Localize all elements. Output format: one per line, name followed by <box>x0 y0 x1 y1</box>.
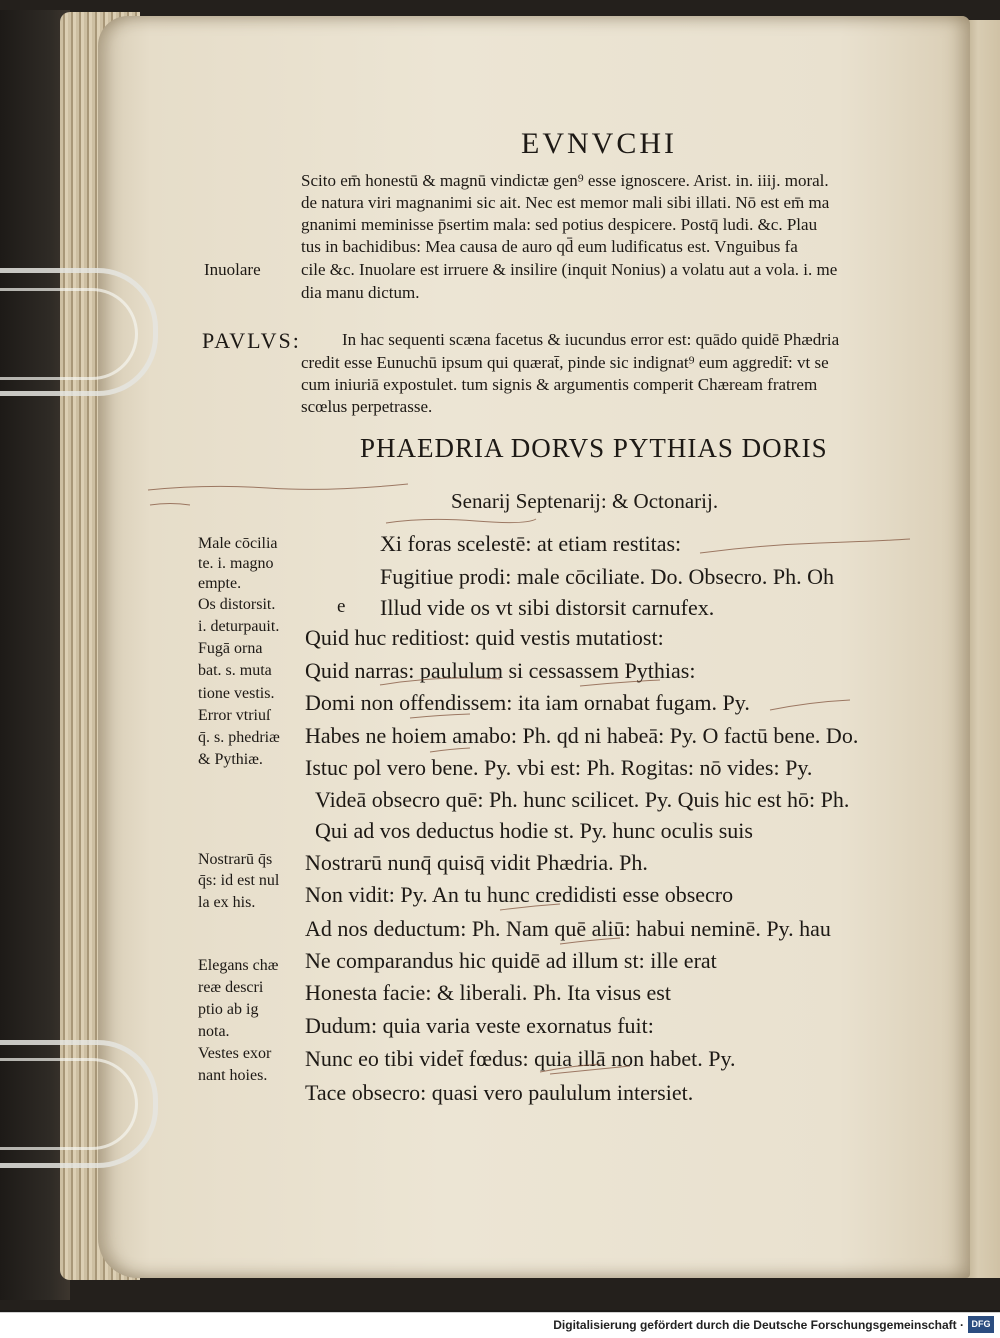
margin-gloss: bat. s. muta <box>198 662 272 679</box>
margin-gloss: tione vestis. <box>198 685 275 702</box>
digitization-footer <box>0 1312 1000 1338</box>
margin-gloss: empte. <box>198 575 242 592</box>
verse-line: Nunc eo tibi videt̄ fœdus: quia illā non habet. Py. <box>305 1046 736 1071</box>
margin-gloss: la ex his. <box>198 894 256 911</box>
commentary-line: dia manu dictum. <box>301 283 420 302</box>
margin-gloss: reæ descri <box>198 979 264 996</box>
paulus-line: credit esse Eunuchū ipsum qui quærat̄, pinde sic indignat⁹ eum aggredit̄: vt se <box>301 353 829 372</box>
verse-marker: e <box>337 596 346 617</box>
commentary-line: cile &c. Inuolare est irruere & insilire (inquit Nonius) a volatu aut a vola. i. me <box>301 260 838 279</box>
margin-gloss: Fugā orna <box>198 640 263 657</box>
commentary-line: gnanimi meminisse p̄sertim mala: sed potius despicere. Postq̄ ludi. &c. Plau <box>301 215 818 234</box>
verse-line: Illud vide os vt sibi distorsit carnufex. <box>380 595 715 620</box>
margin-gloss: Error vtriuſ <box>198 707 271 724</box>
margin-gloss: i. deturpauit. <box>198 618 280 635</box>
verse-line: Videā obsecro quē: Ph. hunc scilicet. Py. Quis hic est hō: Ph. <box>315 787 850 812</box>
commentary-line: tus in bachidibus: Mea causa de auro qd̄ eum ludificatus est. Vnguibus fa <box>301 237 798 256</box>
commentary-line: Scito em̄ honestū & magnū vindictæ gen⁹ esse ignoscere. Arist. in. iiij. moral. <box>301 171 829 190</box>
scene-title: PHAEDRIA DORVS PYTHIAS DORIS <box>360 433 828 463</box>
verse-line: Nostrarū nunq̄ quisq̄ vidit Phædria. Ph. <box>305 850 648 875</box>
margin-gloss: Os distorsit. <box>198 596 276 613</box>
commentary-line: de natura viri magnanimi sic ait. Nec est memor mali sibi illati. Nō est em̄ ma <box>301 193 830 212</box>
margin-gloss: nota. <box>198 1023 230 1040</box>
verse-line: Ad nos deductum: Ph. Nam quē aliū: habui neminē. Py. hau <box>305 916 831 941</box>
verse-line: Dudum: quia varia veste exornatus fuit: <box>305 1013 654 1038</box>
margin-gloss: q̄s: id est nul <box>198 872 280 889</box>
verse-line: Fugitiue prodi: male cōciliate. Do. Obsecro. Ph. Oh <box>380 564 834 589</box>
verse-line: Tace obsecro: quasi vero paululum intersiet. <box>305 1080 694 1105</box>
margin-gloss: Nostrarū q̄s <box>198 851 273 868</box>
paulus-line: In hac sequenti scæna facetus & iucundus error est: quādo quidē Phædria <box>342 330 840 349</box>
margin-gloss: Elegans chæ <box>198 957 279 974</box>
paulus-label: PAVLVS: <box>202 328 301 353</box>
margin-gloss: Male cōcilia <box>198 535 278 552</box>
margin-gloss: & Pythiæ. <box>198 751 263 768</box>
margin-gloss: Vestes exor <box>198 1045 272 1062</box>
verse-line: Istuc pol vero bene. Py. vbi est: Ph. Rogitas: nō vides: Py. <box>305 755 813 780</box>
verse-line: Honesta facie: & liberali. Ph. Ita visus est <box>305 980 671 1005</box>
verse-line: Quid narras: paululum si cessassem Pythias: <box>305 658 696 683</box>
verse-line: Qui ad vos deductus hodie st. Py. hunc oculis suis <box>315 818 753 843</box>
margin-gloss: q̄. s. phedriæ <box>198 729 280 746</box>
funding-credit: Digitalisierung gefördert durch die Deutsche Forschungsgemeinschaft · <box>553 1318 964 1332</box>
verse-line: Domi non offendissem: ita iam ornabat fugam. Py. <box>305 690 750 715</box>
meter-heading: Senarij Septenarij: & Octonarij. <box>451 489 719 513</box>
running-head: EVNVCHI <box>521 127 677 160</box>
dfg-logo-icon: DFG <box>968 1316 994 1333</box>
paulus-line: cum iniuriā expostulet. tum signis & argumentis comperit Chæream fratrem <box>301 375 818 394</box>
verse-line: Non vidit: Py. An tu hunc credidisti esse obsecro <box>305 882 734 907</box>
verse-line: Ne comparandus hic quidē ad illum st: ille erat <box>305 948 717 973</box>
commentary-margin-note: Inuolare <box>204 260 261 279</box>
verse-line: Quid huc reditiost: quid vestis mutatiost: <box>305 625 664 650</box>
verse-line: Habes ne hoiem amabo: Ph. qd ni habeā: Py. O factū bene. Do. <box>305 723 859 748</box>
paulus-line: scœlus perpetrasse. <box>301 397 433 416</box>
verse-line: Xi foras scelestē: at etiam restitas: <box>380 531 682 556</box>
margin-gloss: nant hoies. <box>198 1067 268 1084</box>
margin-gloss: te. i. magno <box>198 555 274 572</box>
margin-gloss: ptio ab ig <box>198 1001 259 1018</box>
